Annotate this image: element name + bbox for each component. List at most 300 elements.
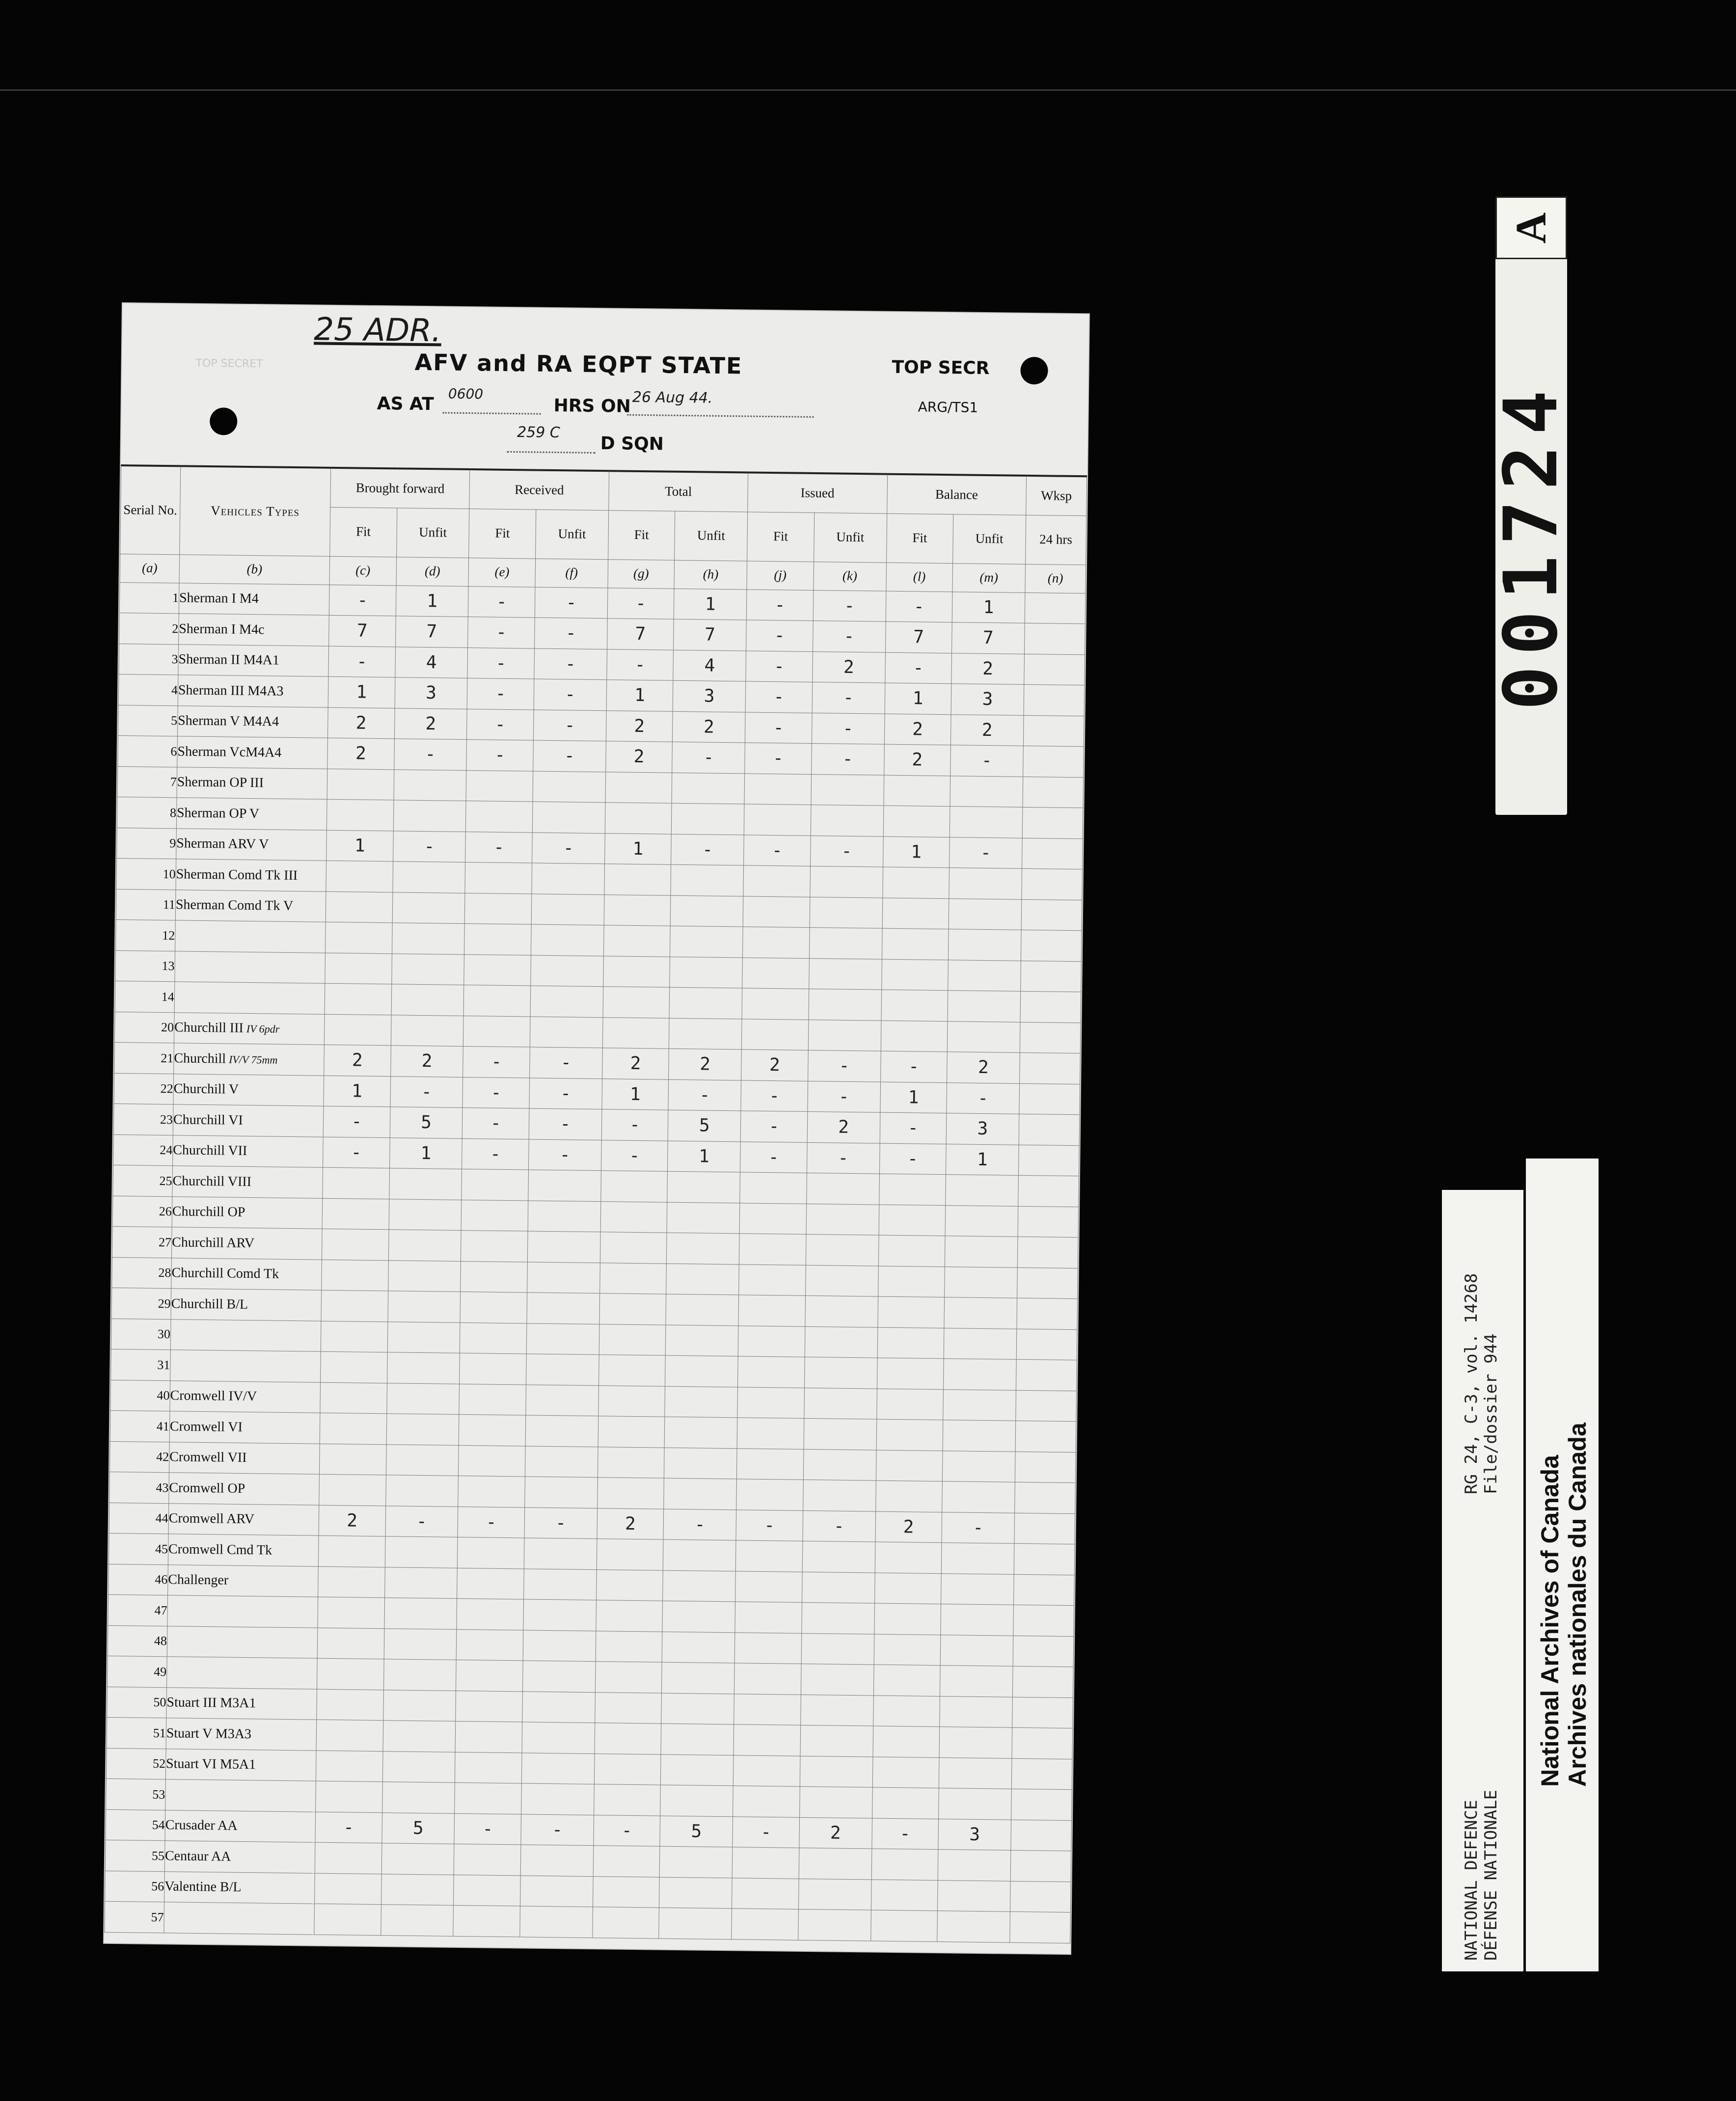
value-cell — [1010, 1881, 1071, 1912]
value-cell — [531, 924, 604, 956]
value-cell — [802, 1572, 875, 1603]
value-cell: - — [390, 1076, 463, 1107]
value-cell — [939, 1727, 1012, 1758]
value-cell: - — [810, 835, 883, 867]
value-cell: - — [323, 1106, 390, 1137]
value-cell — [875, 1481, 942, 1512]
value-cell — [803, 1480, 876, 1511]
value-cell — [595, 1723, 661, 1754]
value-cell — [455, 1782, 521, 1814]
value-cell — [457, 1568, 524, 1599]
value-cell: 1 — [604, 833, 671, 864]
value-cell — [527, 1293, 600, 1324]
value-cell: - — [528, 1139, 601, 1170]
sub-header: Unfit — [396, 508, 469, 558]
serial-header: Serial No. — [120, 465, 181, 554]
value-cell — [320, 1413, 386, 1444]
value-cell — [527, 1231, 600, 1263]
vehicle-type: Sherman III M4A3 — [178, 682, 284, 699]
value-cell — [527, 1262, 600, 1293]
value-cell: 5 — [668, 1110, 741, 1141]
serial-number: 48 — [108, 1625, 167, 1657]
value-cell — [945, 1266, 1018, 1298]
value-cell — [941, 1543, 1014, 1574]
vehicle-type: Cromwell VI — [169, 1418, 243, 1435]
value-cell — [463, 1016, 530, 1047]
value-cell: 2 — [597, 1508, 664, 1539]
value-cell — [738, 1295, 805, 1326]
value-cell — [316, 1751, 383, 1782]
value-cell — [386, 1383, 460, 1414]
value-cell — [1022, 868, 1083, 900]
value-cell — [882, 898, 949, 929]
value-cell — [939, 1788, 1012, 1820]
value-cell — [666, 1325, 739, 1356]
value-cell — [532, 863, 605, 894]
value-cell — [662, 1632, 735, 1663]
vehicle-type-cell — [174, 1043, 325, 1076]
serial-number: 8 — [117, 797, 177, 828]
value-cell — [388, 1260, 461, 1292]
value-cell: 2 — [799, 1817, 872, 1849]
vehicle-type-cell — [175, 920, 326, 953]
vehicle-type-cell — [178, 614, 329, 646]
value-cell — [877, 1358, 944, 1389]
value-cell — [663, 1570, 736, 1602]
value-cell — [1025, 593, 1085, 624]
value-cell — [384, 1598, 457, 1629]
value-cell — [736, 1540, 803, 1572]
vehicle-type-cell — [168, 1503, 319, 1535]
value-cell: 7 — [607, 619, 674, 650]
serial-number: 25 — [113, 1165, 173, 1196]
value-cell — [1023, 746, 1084, 777]
serial-number: 7 — [117, 766, 177, 798]
vehicle-type-cell — [178, 644, 329, 676]
vehicle-type-cell — [167, 1564, 318, 1597]
value-cell: - — [468, 586, 535, 618]
column-letter: (a) — [120, 554, 179, 583]
value-cell: - — [745, 743, 812, 774]
value-cell: - — [385, 1506, 459, 1537]
value-cell — [327, 769, 394, 800]
value-cell: - — [534, 679, 607, 710]
value-cell — [461, 1200, 528, 1231]
value-cell: 1 — [328, 676, 395, 708]
value-cell — [871, 1880, 938, 1911]
sub-header: Unfit — [814, 512, 887, 563]
value-cell — [666, 1264, 739, 1295]
value-cell: - — [740, 1111, 807, 1142]
value-cell — [733, 1724, 800, 1756]
vehicle-type-cell — [165, 1779, 316, 1812]
value-cell — [466, 770, 533, 802]
value-cell — [526, 1384, 599, 1416]
value-cell — [603, 987, 670, 1018]
value-cell — [465, 893, 532, 924]
value-cell — [521, 1783, 595, 1815]
value-cell: - — [885, 652, 951, 684]
value-cell — [1014, 1543, 1075, 1575]
value-cell — [461, 1261, 527, 1293]
value-cell — [882, 867, 949, 898]
vehicle-type: Sherman ARV V — [176, 835, 269, 852]
value-cell: - — [740, 1141, 807, 1173]
value-cell: - — [524, 1507, 597, 1538]
value-cell: - — [746, 620, 813, 651]
value-cell — [464, 985, 531, 1016]
value-cell: 7 — [674, 619, 747, 650]
value-cell — [943, 1420, 1016, 1452]
serial-number: 12 — [116, 919, 176, 951]
value-cell — [385, 1536, 458, 1568]
value-cell: 2 — [606, 710, 673, 742]
value-cell: - — [594, 1815, 660, 1846]
value-cell: - — [323, 1137, 390, 1168]
vehicle-type-cell — [174, 982, 325, 1014]
value-cell — [950, 776, 1023, 807]
value-cell — [1015, 1421, 1076, 1452]
value-cell — [597, 1539, 663, 1570]
vehicle-type: Churchill Comd Tk — [171, 1265, 279, 1282]
value-cell: - — [880, 1051, 947, 1082]
value-cell: - — [521, 1814, 594, 1845]
value-cell — [873, 1665, 940, 1696]
serial-number: 4 — [118, 674, 178, 705]
serial-number: 11 — [116, 889, 176, 920]
value-cell — [323, 1167, 389, 1199]
serial-number: 40 — [110, 1380, 170, 1411]
value-cell — [734, 1694, 801, 1725]
serial-number: 29 — [111, 1288, 171, 1319]
value-cell: - — [467, 709, 534, 740]
value-cell — [738, 1356, 805, 1388]
value-cell — [804, 1418, 877, 1450]
value-cell — [940, 1635, 1013, 1666]
value-cell — [878, 1296, 945, 1328]
value-cell: - — [393, 831, 466, 862]
value-cell: 2 — [390, 1046, 463, 1077]
value-cell: - — [462, 1107, 529, 1139]
group-header-received: Received — [469, 469, 609, 510]
value-cell — [733, 1786, 800, 1817]
value-cell — [597, 1478, 664, 1509]
value-cell — [800, 1695, 873, 1726]
vehicle-type: Stuart VI M5A1 — [165, 1756, 256, 1773]
value-cell: - — [467, 647, 534, 679]
serial-number: 21 — [114, 1042, 174, 1074]
value-cell — [881, 990, 948, 1021]
value-cell — [318, 1566, 385, 1598]
value-cell — [325, 1014, 391, 1046]
value-cell — [594, 1784, 660, 1816]
serial-number: 22 — [114, 1073, 174, 1104]
value-cell: - — [535, 587, 608, 619]
serial-number: 5 — [118, 705, 178, 736]
value-cell: 7 — [885, 621, 952, 653]
value-cell — [1015, 1482, 1076, 1513]
value-cell — [1020, 991, 1081, 1023]
sub-header: Fit — [886, 513, 953, 564]
vehicle-type-cell — [177, 767, 327, 799]
value-cell — [873, 1726, 940, 1757]
value-cell — [458, 1476, 525, 1507]
value-cell — [876, 1389, 943, 1420]
value-cell — [1014, 1574, 1075, 1606]
value-cell — [735, 1571, 802, 1602]
vehicle-type: Sherman OP III — [177, 774, 264, 791]
value-cell — [804, 1388, 877, 1419]
value-cell — [806, 1234, 879, 1266]
value-cell — [460, 1322, 527, 1354]
value-cell — [525, 1477, 598, 1508]
value-cell: - — [808, 1050, 881, 1081]
value-cell — [732, 1909, 798, 1940]
sub-header: Unfit — [953, 514, 1026, 564]
value-cell — [805, 1295, 878, 1327]
value-cell — [803, 1449, 876, 1481]
value-cell: - — [462, 1077, 529, 1108]
value-cell: 2 — [812, 651, 885, 683]
serial-number: 20 — [114, 1012, 174, 1043]
value-cell — [737, 1418, 804, 1449]
serial-number: 44 — [109, 1503, 169, 1534]
value-cell — [1010, 1850, 1071, 1882]
value-cell: 1 — [396, 585, 469, 617]
value-cell — [873, 1696, 940, 1727]
value-cell — [948, 960, 1021, 991]
value-cell — [1020, 1052, 1081, 1084]
value-cell — [742, 988, 809, 1020]
value-cell — [949, 868, 1022, 899]
value-cell — [938, 1850, 1011, 1881]
value-cell — [799, 1786, 872, 1818]
value-cell — [660, 1785, 733, 1816]
value-cell — [744, 804, 811, 835]
value-cell — [522, 1661, 596, 1692]
vehicle-type: Sherman II M4A1 — [178, 651, 280, 668]
value-cell — [466, 801, 533, 833]
vehicle-type-cell — [175, 951, 326, 983]
value-cell — [456, 1691, 522, 1722]
value-cell — [457, 1598, 523, 1630]
value-cell — [387, 1352, 460, 1384]
value-cell — [811, 805, 884, 836]
value-cell — [664, 1478, 737, 1509]
value-cell — [1015, 1452, 1076, 1483]
vehicle-type-cell — [169, 1442, 320, 1474]
value-cell — [461, 1169, 528, 1200]
vehicle-type: Cromwell ARV — [168, 1510, 255, 1527]
vehicle-type-cell — [166, 1718, 317, 1751]
value-cell: 5 — [390, 1107, 463, 1138]
value-cell — [321, 1321, 387, 1352]
value-cell: - — [732, 1816, 799, 1848]
serial-number: 57 — [105, 1901, 164, 1933]
value-cell — [1024, 684, 1085, 716]
value-cell — [456, 1660, 523, 1691]
value-cell — [531, 894, 604, 925]
vehicle-type-cell — [177, 736, 328, 769]
scan-edge-line — [0, 89, 1736, 91]
value-cell: - — [462, 1138, 529, 1170]
value-cell — [809, 958, 882, 990]
value-cell: 1 — [324, 1076, 390, 1107]
value-cell — [809, 927, 882, 959]
value-cell — [593, 1907, 659, 1939]
vehicle-type-cell — [167, 1595, 318, 1628]
value-cell — [802, 1602, 875, 1634]
value-cell: - — [607, 649, 674, 680]
value-cell: - — [329, 585, 396, 616]
serial-number: 50 — [107, 1687, 167, 1718]
value-cell — [522, 1722, 595, 1753]
value-cell: - — [394, 739, 467, 770]
value-cell — [876, 1450, 943, 1481]
value-cell — [1013, 1605, 1074, 1636]
vehicle-type-cell — [167, 1626, 318, 1658]
vehicle-type: Sherman I M4c — [179, 621, 265, 638]
serial-number: 28 — [112, 1257, 172, 1289]
archive-reference-strip — [1442, 1190, 1523, 1971]
faint-marking: TOP SECRET — [195, 357, 263, 371]
value-cell — [384, 1628, 457, 1660]
value-cell: - — [671, 834, 744, 865]
value-cell — [1023, 777, 1084, 808]
value-cell — [671, 864, 744, 896]
group-header-total: Total — [609, 471, 748, 512]
value-cell — [734, 1663, 801, 1695]
classification: TOP SECR — [892, 357, 990, 379]
value-cell — [1018, 1175, 1079, 1207]
value-cell — [670, 895, 743, 927]
serial-number: 24 — [113, 1134, 173, 1166]
serial-number: 9 — [117, 828, 177, 859]
value-cell — [874, 1603, 941, 1635]
value-cell — [593, 1876, 659, 1908]
value-cell — [945, 1236, 1018, 1267]
value-cell — [530, 986, 603, 1017]
squadron: D SQN — [600, 433, 664, 455]
value-cell: 2 — [947, 1052, 1020, 1083]
value-cell — [454, 1844, 521, 1875]
value-cell — [662, 1601, 735, 1632]
value-cell: - — [533, 740, 606, 772]
value-cell — [599, 1324, 666, 1355]
value-cell — [879, 1205, 946, 1236]
value-cell — [525, 1415, 598, 1447]
department-line-1: NATIONAL DEFENCE — [1462, 1800, 1481, 1961]
value-cell: - — [886, 591, 952, 622]
value-cell — [599, 1293, 666, 1325]
value-cell — [1013, 1636, 1074, 1667]
value-cell: 1 — [606, 680, 673, 711]
value-cell — [389, 1168, 462, 1200]
value-cell — [1011, 1758, 1072, 1790]
value-cell: - — [467, 678, 534, 710]
value-cell: - — [745, 681, 812, 713]
serial-number: 54 — [106, 1809, 165, 1841]
vehicle-type-note: IV/V 75mm — [229, 1053, 278, 1066]
value-cell — [391, 953, 464, 985]
value-cell — [801, 1664, 874, 1695]
group-header-issued: Issued — [748, 472, 887, 513]
value-cell — [943, 1389, 1016, 1421]
value-cell — [734, 1632, 801, 1664]
value-cell: 2 — [673, 711, 746, 743]
vehicle-type-cell — [176, 859, 326, 891]
value-cell — [600, 1263, 667, 1294]
value-cell: - — [736, 1509, 803, 1541]
value-cell — [600, 1201, 667, 1233]
value-cell: 1 — [885, 683, 951, 714]
serial-number: 56 — [105, 1871, 165, 1902]
value-cell — [525, 1446, 598, 1477]
value-cell — [380, 1905, 454, 1936]
value-cell — [670, 926, 743, 957]
value-cell: - — [533, 710, 606, 741]
value-cell — [322, 1260, 388, 1291]
value-cell — [805, 1326, 878, 1358]
value-cell — [949, 807, 1023, 838]
vehicle-type-cell — [164, 1871, 315, 1904]
vehicle-type-cell — [171, 1258, 322, 1290]
value-cell: - — [745, 712, 812, 743]
group-header-balance: Balance — [887, 474, 1026, 515]
serial-number: 13 — [115, 950, 175, 982]
vehicle-type: Centaur AA — [164, 1848, 231, 1864]
value-cell: 3 — [673, 680, 746, 712]
vehicle-type-cell — [175, 889, 326, 922]
value-cell: - — [607, 588, 674, 619]
value-cell: - — [879, 1143, 946, 1175]
vehicle-type-cell — [172, 1135, 323, 1167]
value-cell — [596, 1600, 663, 1632]
value-cell: - — [807, 1142, 880, 1174]
value-cell — [391, 984, 464, 1016]
serial-number: 30 — [111, 1319, 171, 1350]
value-cell — [460, 1292, 527, 1323]
value-cell — [321, 1290, 388, 1321]
value-cell — [320, 1382, 387, 1414]
value-cell — [596, 1631, 662, 1662]
value-cell — [601, 1171, 668, 1202]
value-cell — [595, 1662, 662, 1693]
value-cell: - — [601, 1140, 668, 1171]
value-cell — [394, 769, 467, 801]
value-cell — [325, 983, 391, 1015]
value-cell — [460, 1353, 526, 1384]
value-cell — [1017, 1298, 1078, 1329]
serial-number: 23 — [113, 1104, 173, 1135]
value-cell — [1022, 807, 1083, 838]
value-cell — [798, 1879, 871, 1910]
value-cell: 2 — [327, 738, 394, 769]
value-cell: 2 — [807, 1111, 880, 1143]
reference-line-2: File/dossier 944 — [1481, 1333, 1501, 1494]
value-cell: 2 — [950, 714, 1024, 746]
column-letter: (k) — [814, 562, 887, 591]
value-cell — [659, 1846, 732, 1878]
value-cell — [326, 861, 393, 892]
value-cell — [665, 1386, 738, 1418]
vehicle-type-cell — [174, 1012, 325, 1045]
value-cell — [874, 1573, 941, 1604]
value-cell: - — [811, 743, 884, 775]
vehicle-type-cell — [173, 1074, 324, 1106]
value-cell — [325, 953, 392, 984]
vehicle-type-cell — [168, 1534, 319, 1566]
